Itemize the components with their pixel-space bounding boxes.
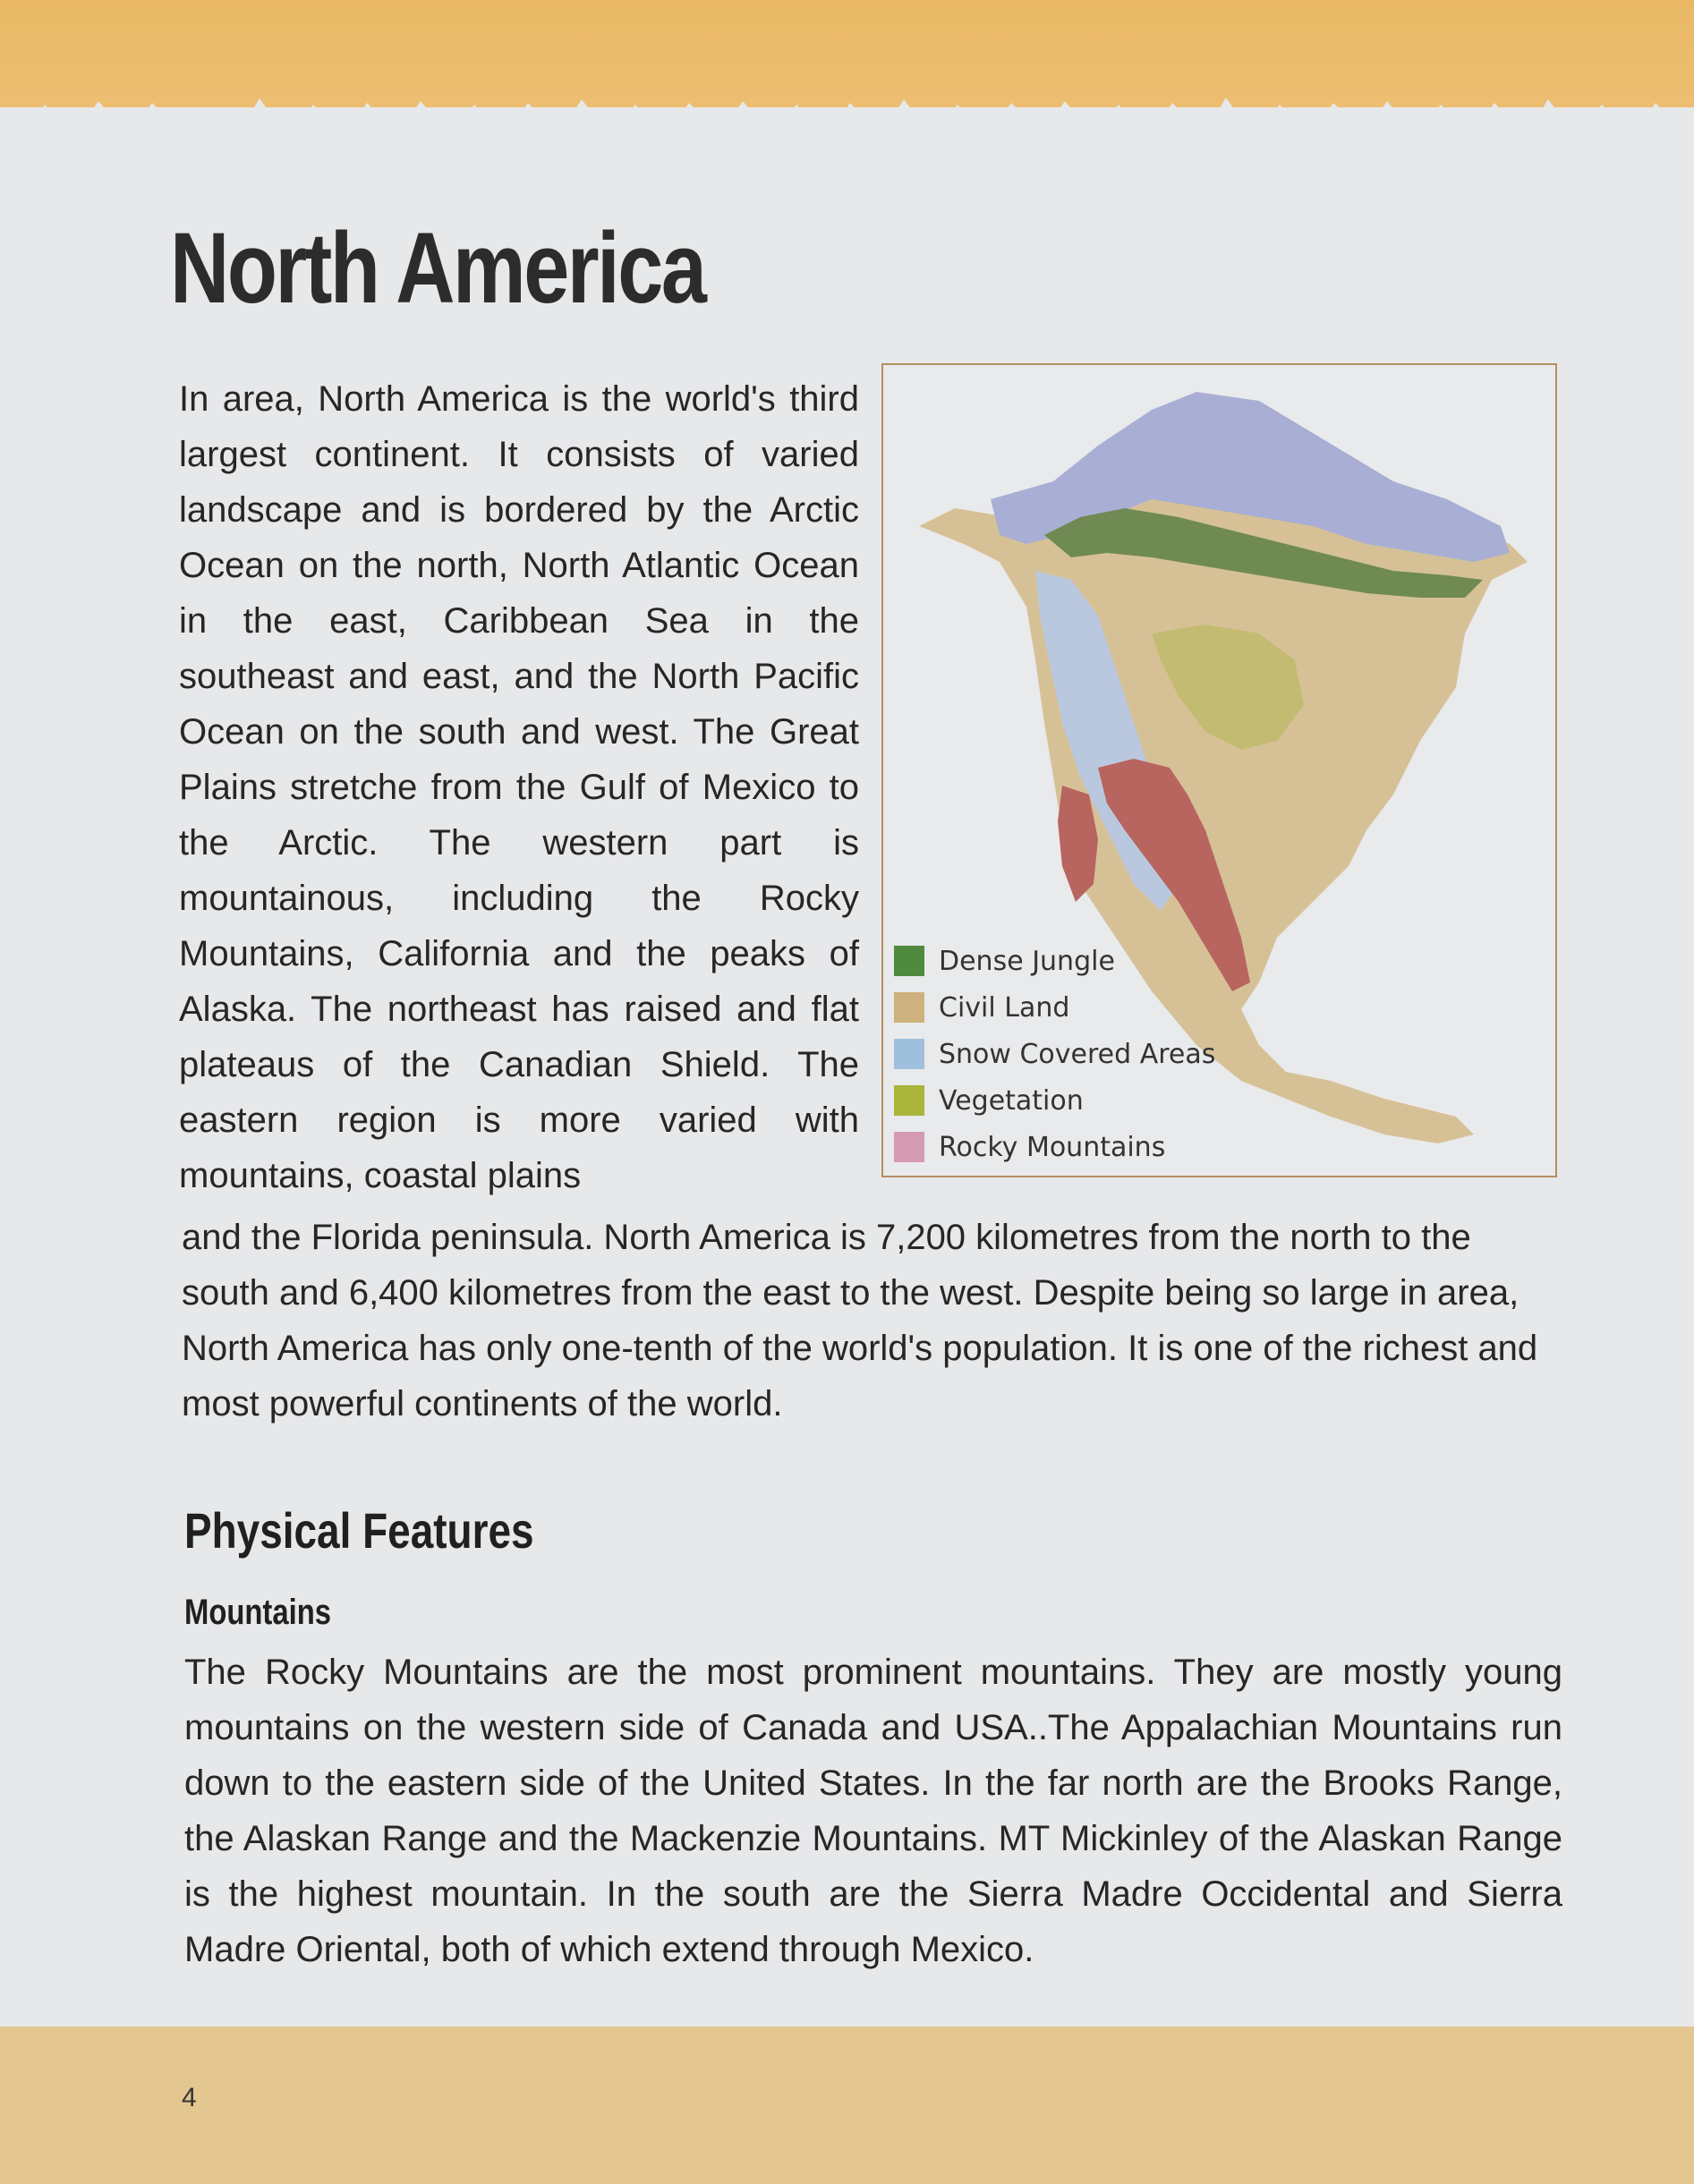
legend-label: Vegetation (939, 1084, 1084, 1117)
legend-item-rocky-mountains (894, 1124, 1215, 1170)
mountains-paragraph: The Rocky Mountains are the most prominent mountains. They are mostly young mountains on the western side of Canada and USA..The Appalachian Mountains run down to the eastern side of the United States. In the far north are the Brooks Range, the Alaskan Range and the Mackenzie Mountains. MT Mickinley of the Alaskan Range is the highest mountain. In the south are the Sierra Madre Occidental and Sierra Madre Oriental, both of which extend through Mexico. (184, 1653, 1562, 1969)
page-number: 4 (182, 2083, 197, 2112)
legend-swatch (894, 992, 924, 1023)
legend-swatch (894, 1039, 924, 1069)
legend-item-snow-covered-areas (894, 1031, 1215, 1077)
legend-item-vegetation (894, 1077, 1215, 1124)
intro-paragraph-continued: and the Florida peninsula. North America is 7,200 kilometres from the north to the south and 6,400 kilometres from the east to the west. Despite being so large in area, North America has only one-tenth of the world's population. It is one of the richest and most powerful continents of the world. (182, 1218, 1538, 1423)
legend-label: Snow Covered Areas (939, 1038, 1216, 1070)
legend-swatch (894, 946, 924, 976)
legend-label: Dense Jungle (939, 945, 1115, 977)
intro-paragraph: In area, North America is the world's third largest continent. It consists of varied landscape and is bordered by the Arctic Ocean on the north, North Atlantic Ocean in the east, Caribbean Sea in the southeast and east, and the North Pacific Ocean on the south and west. The Great Plains stretche from the Gulf of Mexico to the Arctic. The western part is mountainous, including the Rocky Mountains, California and the peaks of Alaska. The northeast has raised and flat plateaus of the Canadian Shield. The eastern region is more varied with mountains, coastal plains (179, 379, 859, 1195)
legend-swatch (894, 1132, 924, 1162)
map-legend (894, 938, 1215, 1170)
north-america-map (881, 363, 1557, 1177)
page-title: North America (170, 212, 705, 324)
page-bottom-band (0, 2027, 1694, 2184)
legend-label: Rocky Mountains (939, 1131, 1166, 1163)
legend-item-civil-land (894, 984, 1215, 1031)
legend-swatch (894, 1085, 924, 1116)
legend-item-dense-jungle (894, 938, 1215, 984)
legend-label: Civil Land (939, 991, 1070, 1024)
section-heading: Physical Features (184, 1502, 534, 1559)
subheading: Mountains (184, 1593, 331, 1632)
